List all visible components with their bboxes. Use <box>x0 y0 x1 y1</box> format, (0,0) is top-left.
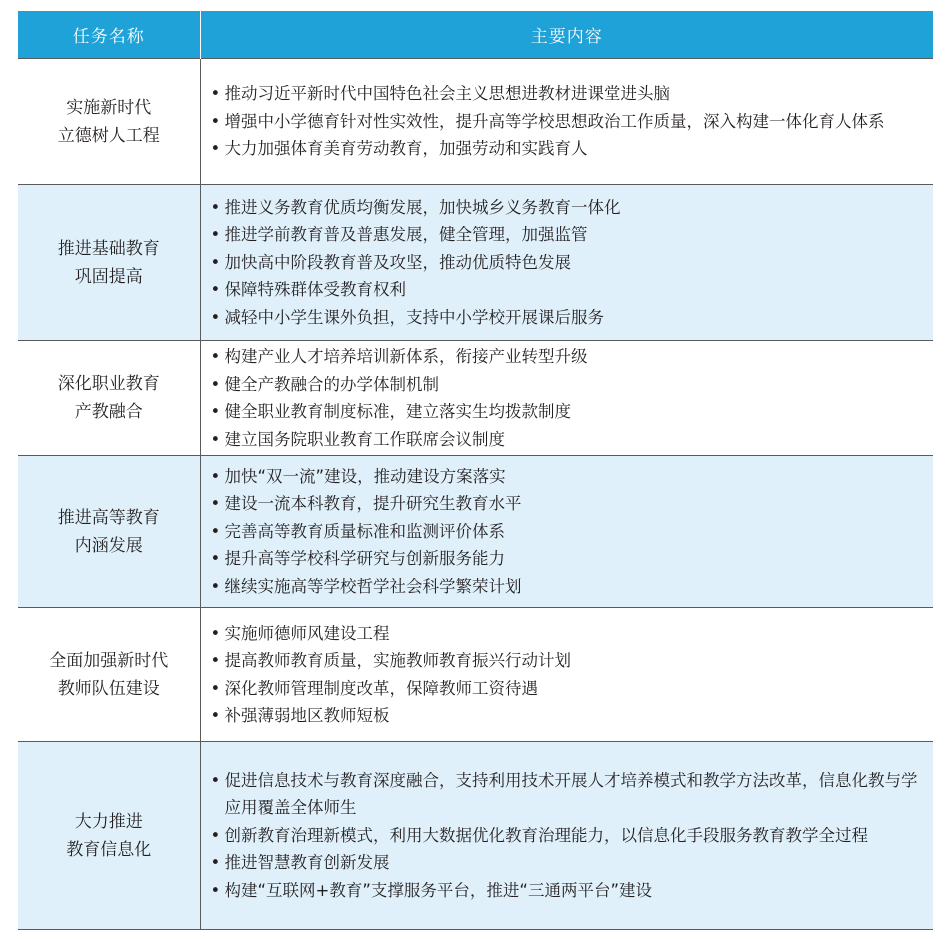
header-main-content: 主要内容 <box>200 11 933 59</box>
task-name-line: 教育信息化 <box>66 839 152 860</box>
list-item: • 保障特殊群体受教育权利 <box>211 276 922 304</box>
content-list <box>201 767 934 905</box>
list-item: • 实施师德师风建设工程 <box>211 620 922 648</box>
task-name-line: 巩固提高 <box>74 266 143 287</box>
list-item: • 推进智慧教育创新发展 <box>211 849 922 877</box>
task-name-cell <box>18 59 200 185</box>
list-item: • 增强中小学德育针对性实效性，提升高等学校思想政治工作质量，深入构建一体化育人体系 <box>211 108 922 136</box>
list-item: • 提高教师教育质量，实施教师教育振兴行动计划 <box>211 647 922 675</box>
task-name-cell <box>18 185 200 341</box>
content-cell <box>200 185 933 341</box>
table-header-row <box>18 11 933 59</box>
task-name-line: 推进基础教育 <box>57 238 160 259</box>
list-item: • 完善高等教育质量标准和监测评价体系 <box>211 518 922 546</box>
task-name-cell <box>18 742 200 930</box>
list-item: • 健全产教融合的办学体制机制 <box>211 371 922 399</box>
content-list <box>201 620 934 730</box>
table-row <box>18 742 933 930</box>
task-name-cell <box>18 456 200 608</box>
list-item: • 创新教育治理新模式，利用大数据优化教育治理能力，以信息化手段服务教育教学全过程 <box>211 822 922 850</box>
content-list <box>201 343 934 453</box>
task-name-line: 产教融合 <box>74 402 143 422</box>
list-item: • 补强薄弱地区教师短板 <box>211 702 922 730</box>
list-item: • 建设一流本科教育，提升研究生教育水平 <box>211 490 922 518</box>
list-item: • 健全职业教育制度标准，建立落实生均拨款制度 <box>211 398 922 426</box>
task-name-line: 立德树人工程 <box>57 125 160 146</box>
content-cell <box>200 59 933 185</box>
task-name-line: 教师队伍建设 <box>57 678 160 699</box>
task-name-line: 全面加强新时代 <box>49 650 169 671</box>
task-name-line: 深化职业教育 <box>57 374 160 394</box>
list-item: • 促进信息技术与教育深度融合，支持利用技术开展人才培养模式和教学方法改革，信息化教与学应用覆盖全体师生 <box>211 767 922 822</box>
list-item: • 推进义务教育优质均衡发展，加快城乡义务教育一体化 <box>211 194 922 222</box>
header-task-name: 任务名称 <box>18 11 200 59</box>
table-row <box>18 456 933 608</box>
list-item: • 推进学前教育普及普惠发展，健全管理，加强监管 <box>211 221 922 249</box>
list-item: • 大力加强体育美育劳动教育，加强劳动和实践育人 <box>211 135 922 163</box>
task-name-line: 实施新时代 <box>66 97 152 118</box>
list-item: • 深化教师管理制度改革，保障教师工资待遇 <box>211 675 922 703</box>
list-item: • 建立国务院职业教育工作联席会议制度 <box>211 426 922 454</box>
task-name-line: 推进高等教育 <box>57 507 160 528</box>
table-row <box>18 185 933 341</box>
table-row <box>18 341 933 456</box>
task-name-line: 内涵发展 <box>74 535 143 556</box>
table-row <box>18 608 933 742</box>
task-name-line: 大力推进 <box>74 811 143 832</box>
list-item: • 构建“互联网+教育”支撑服务平台，推进“三通两平台”建设 <box>211 877 922 905</box>
content-cell <box>200 456 933 608</box>
content-cell <box>200 742 933 930</box>
list-item: • 减轻中小学生课外负担，支持中小学校开展课后服务 <box>211 304 922 332</box>
list-item: • 构建产业人才培养培训新体系，衔接产业转型升级 <box>211 343 922 371</box>
content-list <box>201 194 934 332</box>
list-item: • 推动习近平新时代中国特色社会主义思想进教材进课堂进头脑 <box>211 80 922 108</box>
content-list <box>201 463 934 601</box>
task-table <box>18 11 933 930</box>
list-item: • 提升高等学校科学研究与创新服务能力 <box>211 545 922 573</box>
content-cell <box>200 341 933 456</box>
task-name-cell <box>18 341 200 456</box>
list-item: • 加快“双一流”建设，推动建设方案落实 <box>211 463 922 491</box>
list-item: • 加快高中阶段教育普及攻坚，推动优质特色发展 <box>211 249 922 277</box>
table-row <box>18 59 933 185</box>
content-list <box>201 80 934 163</box>
list-item: • 继续实施高等学校哲学社会科学繁荣计划 <box>211 573 922 601</box>
content-cell <box>200 608 933 742</box>
task-name-cell <box>18 608 200 742</box>
